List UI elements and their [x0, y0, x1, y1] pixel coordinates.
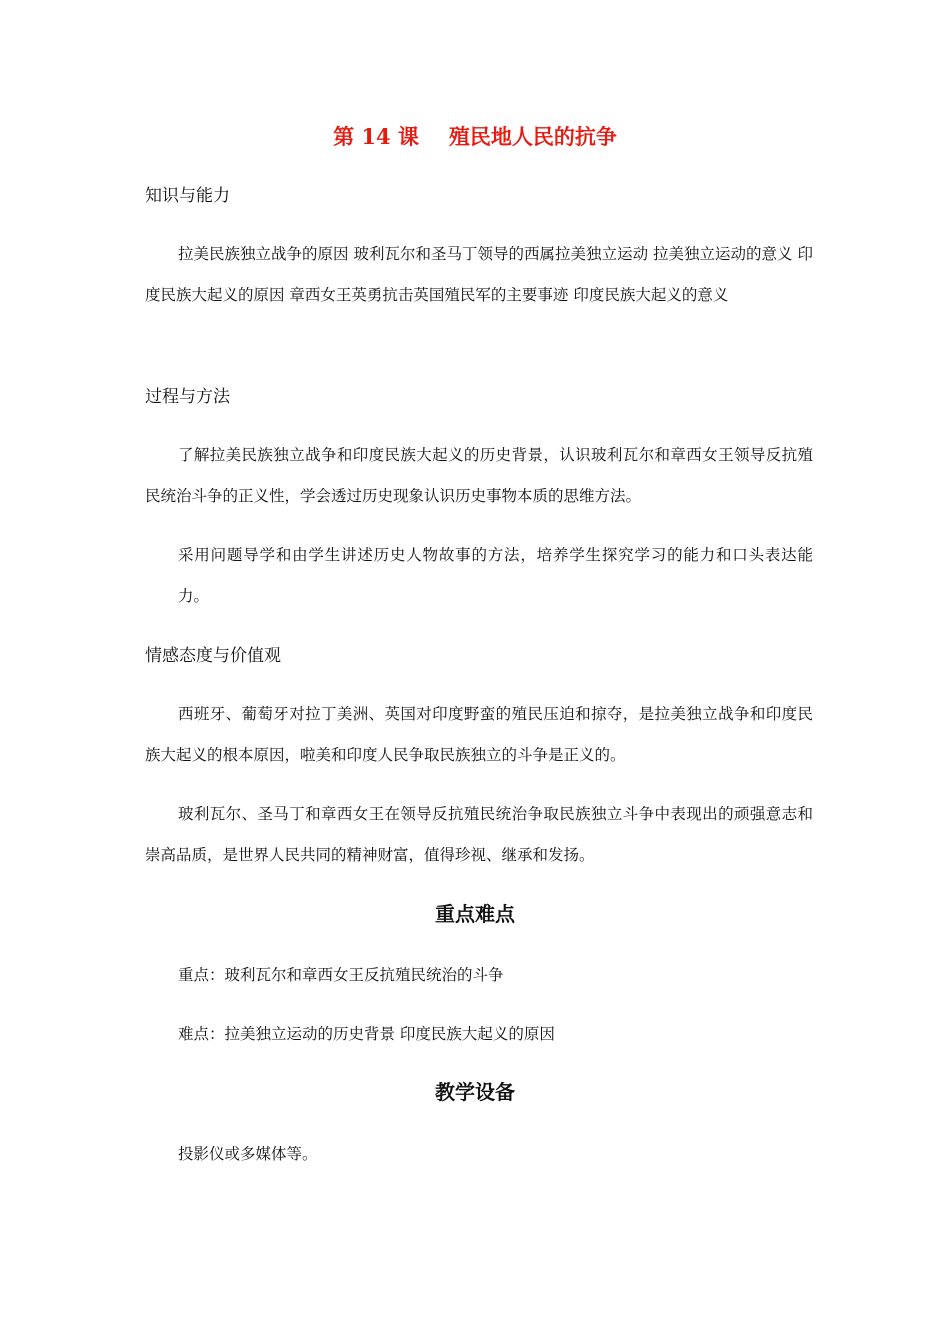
- heading-emotion: 情感态度与价值观: [145, 646, 281, 666]
- knowledge-text: 拉美民族独立战争的原因 玻利瓦尔和圣马丁领导的西属拉美独立运动 拉美独立运动的意义 印度民族大起义的原因 章西女王英勇抗击英国殖民军的主要事迹 印度民族大起义的意义: [145, 245, 813, 304]
- process-paragraph-1: 了解拉美民族独立战争和印度民族大起义的历史背景，认识玻利瓦尔和章西女王领导反抗殖民统治斗争的正义性，学会透过历史现象认识历史事物本质的思维方法。: [145, 446, 813, 505]
- heading-process: 过程与方法: [145, 387, 230, 407]
- heading-knowledge: 知识与能力: [145, 186, 230, 206]
- difficult-point: 难点：拉美独立运动的历史背景 印度民族大起义的原因: [178, 1025, 555, 1043]
- emotion-paragraph-2: 玻利瓦尔、圣马丁和章西女王在领导反抗殖民统治争取民族独立斗争中表现出的顽强意志和崇高品质，是世界人民共同的精神财富，值得珍视、继承和发扬。: [145, 805, 813, 864]
- equipment-text: 投影仪或多媒体等。: [178, 1145, 318, 1163]
- heading-keypoints: 重点难点: [435, 902, 515, 926]
- process-paragraph-2: 采用问题导学和由学生讲述历史人物故事的方法，培养学生探究学习的能力和口头表达能力。: [178, 546, 813, 605]
- lesson-number: 第 14 课: [333, 124, 419, 149]
- key-point: 重点：玻利瓦尔和章西女王反抗殖民统治的斗争: [178, 966, 504, 984]
- lesson-title: [0, 122, 950, 152]
- emotion-paragraph-1: 西班牙、葡萄牙对拉丁美洲、英国对印度野蛮的殖民压迫和掠夺，是拉美独立战争和印度民族大起义的根本原因，啦美和印度人民争取民族独立的斗争是正义的。: [145, 705, 813, 764]
- lesson-name: 殖民地人民的抗争: [448, 124, 617, 149]
- heading-equipment: 教学设备: [435, 1080, 515, 1104]
